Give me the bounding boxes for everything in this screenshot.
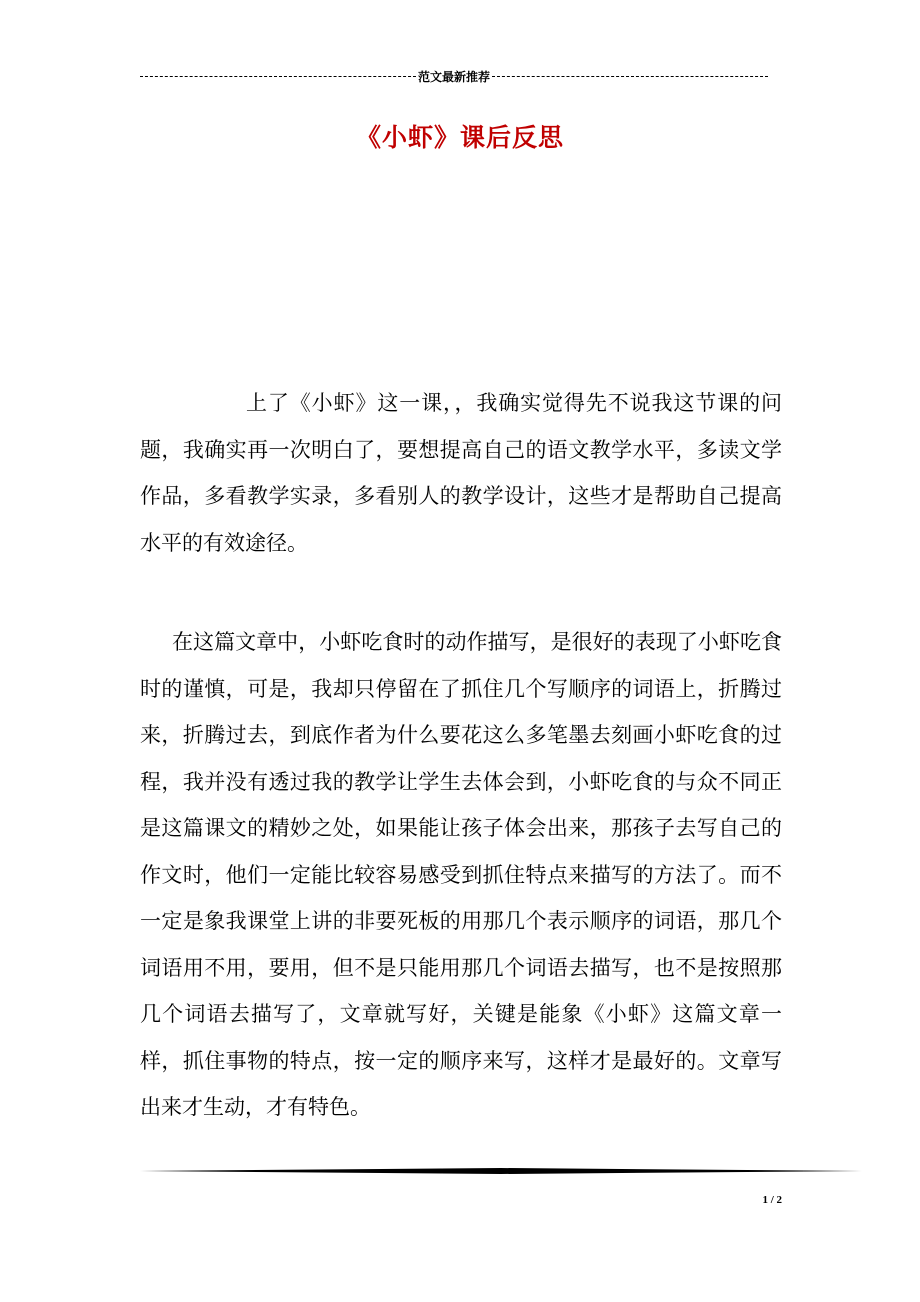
- header-dash-left: [140, 76, 416, 77]
- page-number: 1 / 2: [762, 1194, 782, 1206]
- header-text: 范文最新推荐: [418, 69, 491, 84]
- paragraph-2: 在这篇文章中，小虾吃食时的动作描写，是很好的表现了小虾吃食时的谨慎，可是，我却只停留在了抓住几个写顺序的词语上，折腾过来，折腾过去，到底作者为什么要花这么多笔墨去刻画小虾吃食的过程，我并没有透过我的教学让学生去体会到，小虾吃食的与众不同正是这篇课文的精妙之处，如果能让孩子体会出来，那孩子去写自己的作文时，他们一定能比较容易感受到抓住特点来描写的方法了。而不一定是象我课堂上讲的非要死板的用那几个表示顺序的词语，那几个词语用不用，要用，但不是只能用那几个词语去描写，也不是按照那几个词语去描写了，文章就写好，关键是能象《小虾》这篇文章一样，抓住事物的特点，按一定的顺序来写，这样才是最好的。文章写出来才生动，才有特色。: [140, 630, 782, 1119]
- paragraph-1: 上了《小虾》这一课，，我确实觉得先不说我这节课的问题，我确实再一次明白了，要想提高自己的语文教学水平，多读文学作品，多看教学实录，多看别人的教学设计，这些才是帮助自己提高水平的有效途径。: [140, 391, 782, 555]
- document-title: 《小虾》课后反思: [355, 123, 564, 152]
- page-header: [140, 66, 768, 86]
- footer-rule: [140, 1166, 862, 1176]
- header-dash-right: [492, 76, 768, 77]
